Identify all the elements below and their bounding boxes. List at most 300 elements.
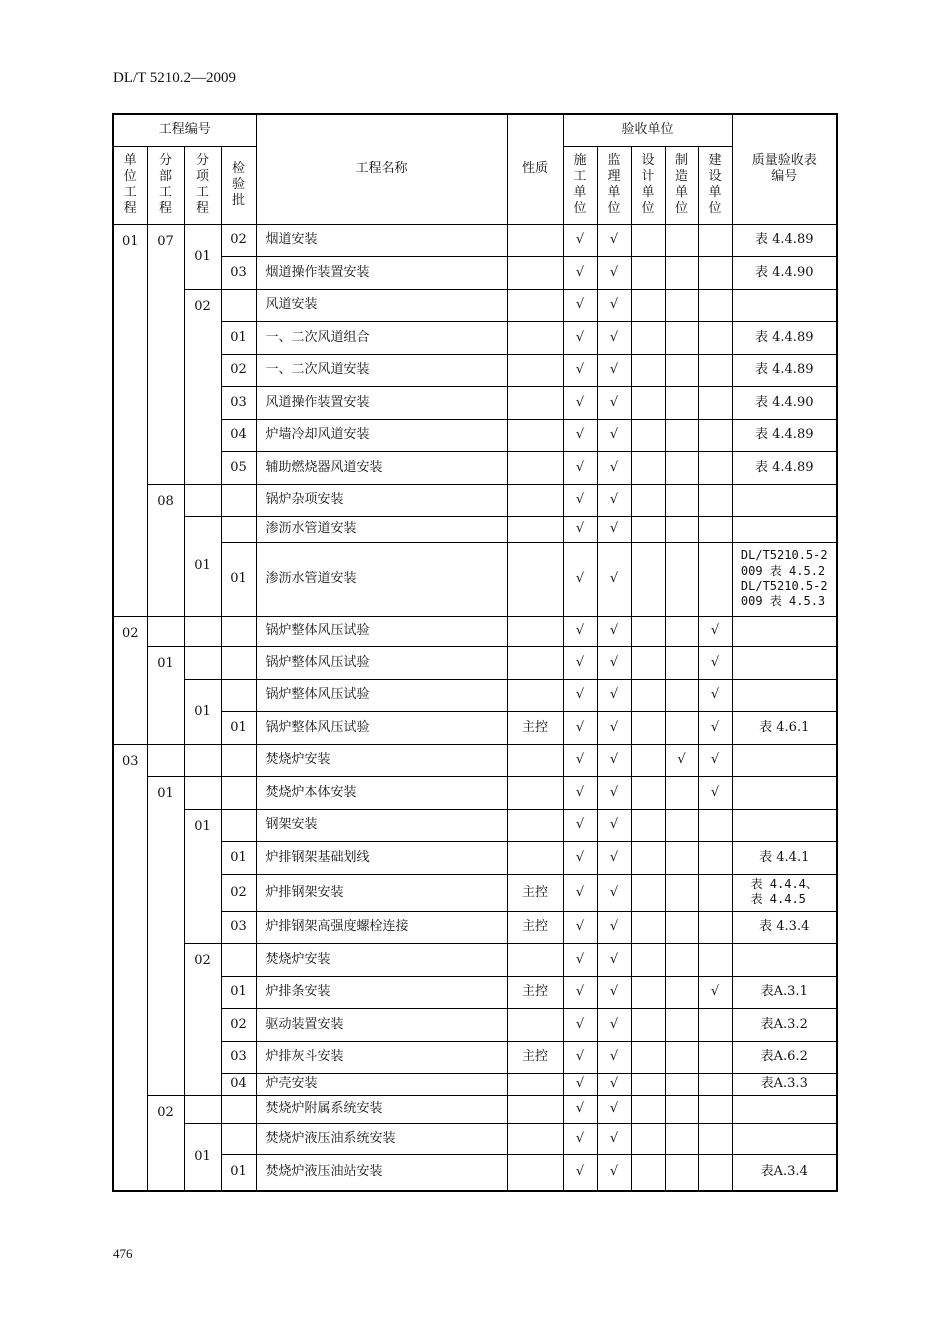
form-number-cell: 表 4.4.89 — [732, 354, 837, 386]
manufacturing-unit-check — [665, 451, 698, 484]
design-unit-check — [631, 516, 665, 542]
owner-unit-check — [698, 516, 732, 542]
supervision-unit-check: √ — [597, 1123, 631, 1154]
supervision-unit-check: √ — [597, 419, 631, 451]
form-number-cell — [732, 1095, 837, 1123]
form-number-cell: 表A.6.2 — [732, 1041, 837, 1073]
nature-cell — [507, 809, 563, 841]
form-number-cell: 表 4.4.89 — [732, 224, 837, 256]
nature-cell — [507, 1123, 563, 1154]
table-row — [113, 809, 837, 841]
project-name-cell: 一、二次风道组合 — [256, 321, 507, 354]
form-number-cell: 表A.3.2 — [732, 1008, 837, 1041]
form-number-header: 质量验收表编号 — [732, 114, 837, 224]
item-project-code — [184, 484, 221, 516]
manufacturing-unit-check: √ — [665, 744, 698, 776]
inspection-batch-code: 02 — [221, 224, 256, 256]
form-number-cell — [732, 943, 837, 976]
sub-project-code — [147, 616, 184, 646]
nature-cell — [507, 321, 563, 354]
owner-unit-header: 建设单位 — [698, 146, 732, 224]
form-number-cell: 表A.3.1 — [732, 976, 837, 1008]
construction-unit-check: √ — [563, 616, 597, 646]
owner-unit-check — [698, 1073, 732, 1095]
project-name-cell: 锅炉整体风压试验 — [256, 711, 507, 744]
manufacturing-unit-check — [665, 679, 698, 711]
inspection-batch-code — [221, 1095, 256, 1123]
design-unit-check — [631, 874, 665, 911]
nature-cell: 主控 — [507, 911, 563, 943]
form-number-cell — [732, 516, 837, 542]
table-row — [113, 1008, 837, 1041]
project-name-cell: 炉排灰斗安装 — [256, 1041, 507, 1073]
project-name-cell: 烟道安装 — [256, 224, 507, 256]
project-name-cell: 焚烧炉液压油站安装 — [256, 1154, 507, 1191]
form-number-cell: 表 4.4.1 — [732, 841, 837, 874]
design-unit-check — [631, 616, 665, 646]
form-number-cell — [732, 809, 837, 841]
construction-unit-header: 施工单位 — [563, 146, 597, 224]
table-row — [113, 451, 837, 484]
item-project-code: 01 — [184, 516, 221, 616]
construction-unit-check: √ — [563, 224, 597, 256]
document-header-code: DL/T 5210.2—2009 — [113, 70, 237, 86]
design-unit-check — [631, 1008, 665, 1041]
sub-project-header: 分部工程 — [147, 146, 184, 224]
manufacturing-unit-check — [665, 321, 698, 354]
manufacturing-unit-check — [665, 911, 698, 943]
construction-unit-check: √ — [563, 911, 597, 943]
nature-cell: 主控 — [507, 874, 563, 911]
design-unit-check — [631, 1073, 665, 1095]
inspection-batch-code: 03 — [221, 1041, 256, 1073]
inspection-batch-code: 04 — [221, 1073, 256, 1095]
form-number-line: DL/T5210.5-2 — [740, 548, 828, 563]
table-row — [113, 874, 837, 911]
inspection-batch-code: 01 — [221, 976, 256, 1008]
owner-unit-check — [698, 224, 732, 256]
project-name-cell: 炉排钢架基础划线 — [256, 841, 507, 874]
design-unit-check — [631, 646, 665, 679]
manufacturing-unit-check — [665, 419, 698, 451]
construction-unit-check: √ — [563, 809, 597, 841]
manufacturing-unit-check — [665, 542, 698, 616]
form-number-cell: 表 4.4.90 — [732, 256, 837, 289]
inspection-batch-code: 02 — [221, 354, 256, 386]
manufacturing-unit-check — [665, 776, 698, 809]
construction-unit-check: √ — [563, 776, 597, 809]
inspection-batch-code: 04 — [221, 419, 256, 451]
nature-cell — [507, 943, 563, 976]
inspection-batch-code: 01 — [221, 711, 256, 744]
construction-unit-check: √ — [563, 679, 597, 711]
form-number-cell: 表 4.3.4 — [732, 911, 837, 943]
owner-unit-check — [698, 874, 732, 911]
construction-unit-check: √ — [563, 386, 597, 419]
owner-unit-check: √ — [698, 711, 732, 744]
project-name-cell: 锅炉整体风压试验 — [256, 646, 507, 679]
owner-unit-check — [698, 1154, 732, 1191]
nature-cell — [507, 224, 563, 256]
construction-unit-check: √ — [563, 289, 597, 321]
construction-unit-check: √ — [563, 1008, 597, 1041]
supervision-unit-check: √ — [597, 841, 631, 874]
design-unit-check — [631, 744, 665, 776]
construction-unit-check: √ — [563, 943, 597, 976]
manufacturing-unit-check — [665, 646, 698, 679]
inspection-batch-code: 05 — [221, 451, 256, 484]
manufacturing-unit-check — [665, 354, 698, 386]
table-row — [113, 542, 837, 616]
project-name-cell: 炉排钢架安装 — [256, 874, 507, 911]
design-unit-check — [631, 1123, 665, 1154]
table-row — [113, 744, 837, 776]
inspection-batch-code — [221, 943, 256, 976]
supervision-unit-check: √ — [597, 354, 631, 386]
table-row — [113, 256, 837, 289]
manufacturing-unit-check — [665, 289, 698, 321]
form-number-line: 009 表 4.5.2 — [740, 563, 826, 578]
item-project-code: 01 — [184, 679, 221, 744]
owner-unit-check — [698, 354, 732, 386]
construction-unit-check: √ — [563, 1154, 597, 1191]
project-name-cell: 渗沥水管道安装 — [256, 516, 507, 542]
owner-unit-check: √ — [698, 616, 732, 646]
design-unit-check — [631, 809, 665, 841]
sub-project-code: 08 — [147, 484, 184, 616]
supervision-unit-check: √ — [597, 1008, 631, 1041]
design-unit-check — [631, 484, 665, 516]
design-unit-check — [631, 976, 665, 1008]
inspection-batch-code: 03 — [221, 911, 256, 943]
manufacturing-unit-check — [665, 841, 698, 874]
design-unit-check — [631, 911, 665, 943]
owner-unit-check: √ — [698, 744, 732, 776]
project-name-cell: 焚烧炉本体安装 — [256, 776, 507, 809]
table-row — [113, 1154, 837, 1191]
form-number-cell — [732, 542, 837, 616]
manufacturing-unit-check — [665, 616, 698, 646]
form-number-line: 表 4.4.5 — [750, 892, 806, 907]
table-row — [113, 321, 837, 354]
item-project-code: 02 — [184, 289, 221, 484]
nature-cell — [507, 744, 563, 776]
supervision-unit-check: √ — [597, 976, 631, 1008]
inspection-batch-code — [221, 809, 256, 841]
supervision-unit-check: √ — [597, 679, 631, 711]
nature-cell — [507, 484, 563, 516]
nature-cell — [507, 419, 563, 451]
construction-unit-check: √ — [563, 646, 597, 679]
table-row — [113, 1095, 837, 1123]
nature-cell — [507, 451, 563, 484]
table-row — [113, 776, 837, 809]
project-name-cell: 炉排钢架高强度螺栓连接 — [256, 911, 507, 943]
construction-unit-check: √ — [563, 1041, 597, 1073]
unit-project-code: 03 — [113, 744, 147, 1191]
acceptance-units-header: 验收单位 — [563, 114, 732, 146]
owner-unit-check — [698, 321, 732, 354]
supervision-unit-check: √ — [597, 911, 631, 943]
acceptance-table — [112, 113, 838, 1192]
form-number-cell: 表 4.4.90 — [732, 386, 837, 419]
project-name-cell: 风道安装 — [256, 289, 507, 321]
form-number-line: 表 4.4.4、 — [750, 877, 818, 892]
nature-header: 性质 — [507, 114, 563, 224]
manufacturing-unit-check — [665, 484, 698, 516]
form-number-line: 009 表 4.5.3 — [740, 594, 826, 609]
supervision-unit-check: √ — [597, 646, 631, 679]
manufacturing-unit-check — [665, 1095, 698, 1123]
owner-unit-check — [698, 289, 732, 321]
nature-cell — [507, 679, 563, 711]
design-unit-check — [631, 419, 665, 451]
construction-unit-check: √ — [563, 256, 597, 289]
manufacturing-unit-check — [665, 976, 698, 1008]
table-row — [113, 289, 837, 321]
inspection-batch-code — [221, 484, 256, 516]
construction-unit-check: √ — [563, 1073, 597, 1095]
design-unit-check — [631, 256, 665, 289]
owner-unit-check — [698, 542, 732, 616]
owner-unit-check — [698, 809, 732, 841]
supervision-unit-check: √ — [597, 542, 631, 616]
design-unit-check — [631, 451, 665, 484]
form-number-cell: 表A.3.3 — [732, 1073, 837, 1095]
sub-project-code: 07 — [147, 224, 184, 484]
inspection-batch-code: 01 — [221, 841, 256, 874]
owner-unit-check — [698, 386, 732, 419]
nature-cell: 主控 — [507, 1041, 563, 1073]
supervision-unit-check: √ — [597, 484, 631, 516]
manufacturing-unit-check — [665, 1154, 698, 1191]
form-number-cell: 表 4.6.1 — [732, 711, 837, 744]
project-name-cell: 焚烧炉附属系统安装 — [256, 1095, 507, 1123]
project-name-cell: 焚烧炉安装 — [256, 744, 507, 776]
project-name-cell: 风道操作装置安装 — [256, 386, 507, 419]
supervision-unit-check: √ — [597, 1154, 631, 1191]
owner-unit-check — [698, 1008, 732, 1041]
supervision-unit-check: √ — [597, 1095, 631, 1123]
item-project-code — [184, 616, 221, 646]
nature-cell — [507, 256, 563, 289]
supervision-unit-check: √ — [597, 256, 631, 289]
owner-unit-check — [698, 911, 732, 943]
supervision-unit-check: √ — [597, 776, 631, 809]
form-number-cell — [732, 289, 837, 321]
form-number-line: DL/T5210.5-2 — [740, 578, 828, 593]
design-unit-check — [631, 776, 665, 809]
table-row — [113, 1041, 837, 1073]
nature-cell — [507, 1095, 563, 1123]
manufacturing-unit-check — [665, 1041, 698, 1073]
manufacturing-unit-check — [665, 1123, 698, 1154]
construction-unit-check: √ — [563, 1123, 597, 1154]
supervision-unit-check: √ — [597, 451, 631, 484]
owner-unit-check — [698, 451, 732, 484]
form-number-cell — [732, 616, 837, 646]
inspection-batch-code: 03 — [221, 386, 256, 419]
inspection-batch-code — [221, 776, 256, 809]
inspection-batch-code: 01 — [221, 542, 256, 616]
design-unit-check — [631, 289, 665, 321]
form-number-cell: 表 4.4.89 — [732, 419, 837, 451]
table-row — [113, 943, 837, 976]
item-project-code — [184, 1095, 221, 1123]
table-row — [113, 841, 837, 874]
design-unit-check — [631, 1041, 665, 1073]
owner-unit-check: √ — [698, 679, 732, 711]
construction-unit-check: √ — [563, 976, 597, 1008]
supervision-unit-check: √ — [597, 386, 631, 419]
unit-project-header: 单位工程 — [113, 146, 147, 224]
project-name-cell: 炉排条安装 — [256, 976, 507, 1008]
manufacturing-unit-check — [665, 874, 698, 911]
construction-unit-check: √ — [563, 874, 597, 911]
construction-unit-check: √ — [563, 419, 597, 451]
table-row — [113, 1073, 837, 1095]
design-unit-check — [631, 679, 665, 711]
inspection-batch-code: 02 — [221, 874, 256, 911]
nature-cell — [507, 542, 563, 616]
inspection-batch-code: 02 — [221, 1008, 256, 1041]
owner-unit-check — [698, 1095, 732, 1123]
nature-cell — [507, 386, 563, 419]
table-row — [113, 616, 837, 646]
project-name-cell: 驱动装置安装 — [256, 1008, 507, 1041]
item-project-code — [184, 744, 221, 776]
project-name-cell: 钢架安装 — [256, 809, 507, 841]
table-row — [113, 911, 837, 943]
nature-cell — [507, 1008, 563, 1041]
table-row — [113, 976, 837, 1008]
design-unit-check — [631, 386, 665, 419]
manufacturing-unit-check — [665, 386, 698, 419]
inspection-batch-code — [221, 1123, 256, 1154]
nature-cell — [507, 1073, 563, 1095]
inspection-batch-code: 03 — [221, 256, 256, 289]
construction-unit-check: √ — [563, 484, 597, 516]
table-row — [113, 1123, 837, 1154]
construction-unit-check: √ — [563, 354, 597, 386]
construction-unit-check: √ — [563, 1095, 597, 1123]
inspection-batch-code — [221, 744, 256, 776]
item-project-code: 01 — [184, 224, 221, 289]
sub-project-code: 02 — [147, 1095, 184, 1191]
inspection-batch-code: 01 — [221, 1154, 256, 1191]
construction-unit-check: √ — [563, 451, 597, 484]
owner-unit-check: √ — [698, 976, 732, 1008]
table-row — [113, 711, 837, 744]
item-project-code: 02 — [184, 943, 221, 1095]
item-project-code: 01 — [184, 1123, 221, 1191]
project-name-cell: 炉墙冷却风道安装 — [256, 419, 507, 451]
form-number-cell — [732, 874, 837, 911]
construction-unit-check: √ — [563, 841, 597, 874]
inspection-batch-code — [221, 289, 256, 321]
nature-cell — [507, 289, 563, 321]
design-unit-check — [631, 711, 665, 744]
item-project-code — [184, 776, 221, 809]
design-unit-header: 设计单位 — [631, 146, 665, 224]
nature-cell — [507, 1154, 563, 1191]
manufacturing-unit-check — [665, 224, 698, 256]
project-name-cell: 锅炉整体风压试验 — [256, 616, 507, 646]
supervision-unit-check: √ — [597, 321, 631, 354]
nature-cell: 主控 — [507, 711, 563, 744]
project-name-cell: 渗沥水管道安装 — [256, 542, 507, 616]
owner-unit-check — [698, 484, 732, 516]
item-project-header: 分项工程 — [184, 146, 221, 224]
design-unit-check — [631, 354, 665, 386]
supervision-unit-check: √ — [597, 711, 631, 744]
supervision-unit-check: √ — [597, 744, 631, 776]
supervision-unit-check: √ — [597, 224, 631, 256]
unit-project-code: 02 — [113, 616, 147, 744]
project-name-cell: 辅助燃烧器风道安装 — [256, 451, 507, 484]
nature-cell — [507, 776, 563, 809]
table-row — [113, 354, 837, 386]
sub-project-code — [147, 744, 184, 776]
project-name-header: 工程名称 — [256, 114, 507, 224]
supervision-unit-check: √ — [597, 1073, 631, 1095]
design-unit-check — [631, 321, 665, 354]
project-name-cell: 炉壳安装 — [256, 1073, 507, 1095]
inspection-batch-code — [221, 516, 256, 542]
construction-unit-check: √ — [563, 516, 597, 542]
table-row — [113, 516, 837, 542]
project-name-cell: 锅炉整体风压试验 — [256, 679, 507, 711]
owner-unit-check: √ — [698, 646, 732, 679]
nature-cell: 主控 — [507, 976, 563, 1008]
form-number-cell — [732, 679, 837, 711]
inspection-batch-code — [221, 679, 256, 711]
supervision-unit-check: √ — [597, 516, 631, 542]
owner-unit-check — [698, 419, 732, 451]
design-unit-check — [631, 1154, 665, 1191]
design-unit-check — [631, 224, 665, 256]
manufacturing-unit-check — [665, 943, 698, 976]
nature-cell — [507, 841, 563, 874]
design-unit-check — [631, 1095, 665, 1123]
form-number-cell — [732, 484, 837, 516]
owner-unit-check: √ — [698, 776, 732, 809]
form-number-cell: 表 4.4.89 — [732, 451, 837, 484]
design-unit-check — [631, 841, 665, 874]
owner-unit-check — [698, 841, 732, 874]
inspection-batch-code: 01 — [221, 321, 256, 354]
item-project-code — [184, 646, 221, 679]
supervision-unit-check: √ — [597, 616, 631, 646]
construction-unit-check: √ — [563, 321, 597, 354]
construction-unit-check: √ — [563, 711, 597, 744]
table-row — [113, 224, 837, 256]
item-project-code: 01 — [184, 809, 221, 943]
nature-cell — [507, 646, 563, 679]
manufacturing-unit-check — [665, 711, 698, 744]
sub-project-code: 01 — [147, 776, 184, 1095]
supervision-unit-check: √ — [597, 289, 631, 321]
unit-project-code: 01 — [113, 224, 147, 616]
project-name-cell: 一、二次风道安装 — [256, 354, 507, 386]
form-number-cell: 表 4.4.89 — [732, 321, 837, 354]
form-number-cell: 表A.3.4 — [732, 1154, 837, 1191]
table-row — [113, 646, 837, 679]
nature-cell — [507, 516, 563, 542]
project-name-cell: 焚烧炉液压油系统安装 — [256, 1123, 507, 1154]
design-unit-check — [631, 943, 665, 976]
owner-unit-check — [698, 1123, 732, 1154]
